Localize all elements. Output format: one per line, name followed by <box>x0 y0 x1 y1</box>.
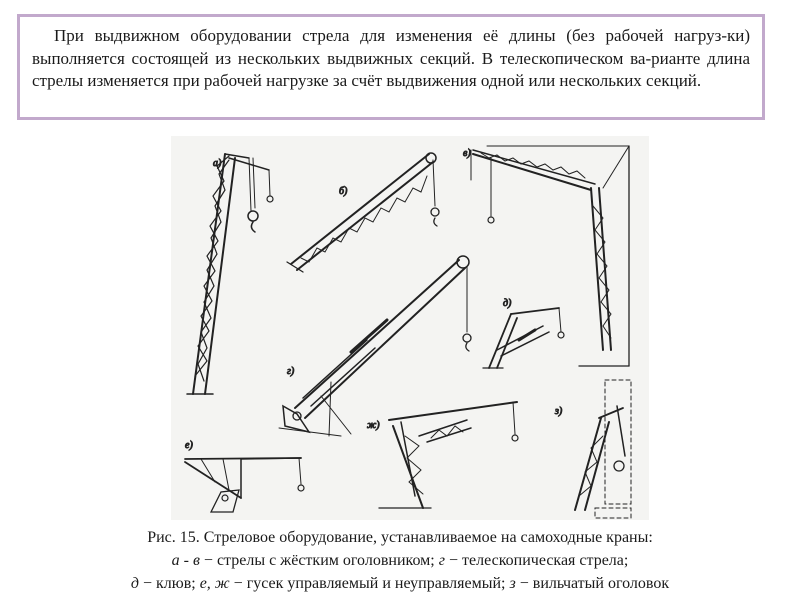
boom-a <box>187 154 273 394</box>
label-e: е) <box>185 440 193 451</box>
boom-e <box>185 458 304 512</box>
boom-v <box>471 146 629 366</box>
crane-figure <box>171 136 649 520</box>
label-z: з) <box>555 406 563 417</box>
caption-line-3: д − клюв; е, ж − гусек управляемый и неуправляемый; з − вильчатый оголовок <box>130 575 670 592</box>
boom-g <box>279 256 471 436</box>
figure-caption <box>0 526 800 595</box>
label-g: г) <box>287 366 295 377</box>
text-block <box>17 14 765 120</box>
text-paragraph: При выдвижном оборудовании стрела для изменения её длины (без рабочей нагруз-ки) выполняется состоящей из нескольких выдвижных секций. В телескопическом ва-рианте длина стрелы изменяется при рабочей нагрузке за счёт выдвижения одной или нескольких секций. <box>32 26 750 90</box>
boom-z <box>575 380 631 518</box>
label-b: б) <box>339 186 348 197</box>
boom-b <box>287 153 439 272</box>
label-v: в) <box>463 148 471 159</box>
label-zh: ж) <box>367 420 380 431</box>
boom-d <box>483 308 564 368</box>
caption-line-1: Рис. 15. Стреловое оборудование, устанавливаемое на самоходные краны: <box>147 529 653 546</box>
boom-zh <box>379 402 518 508</box>
label-a: а) <box>213 158 222 169</box>
caption-line-2: а - в − стрелы с жёстким оголовником; г − телескопическая стрела; <box>171 552 629 569</box>
label-d: д) <box>503 298 512 309</box>
